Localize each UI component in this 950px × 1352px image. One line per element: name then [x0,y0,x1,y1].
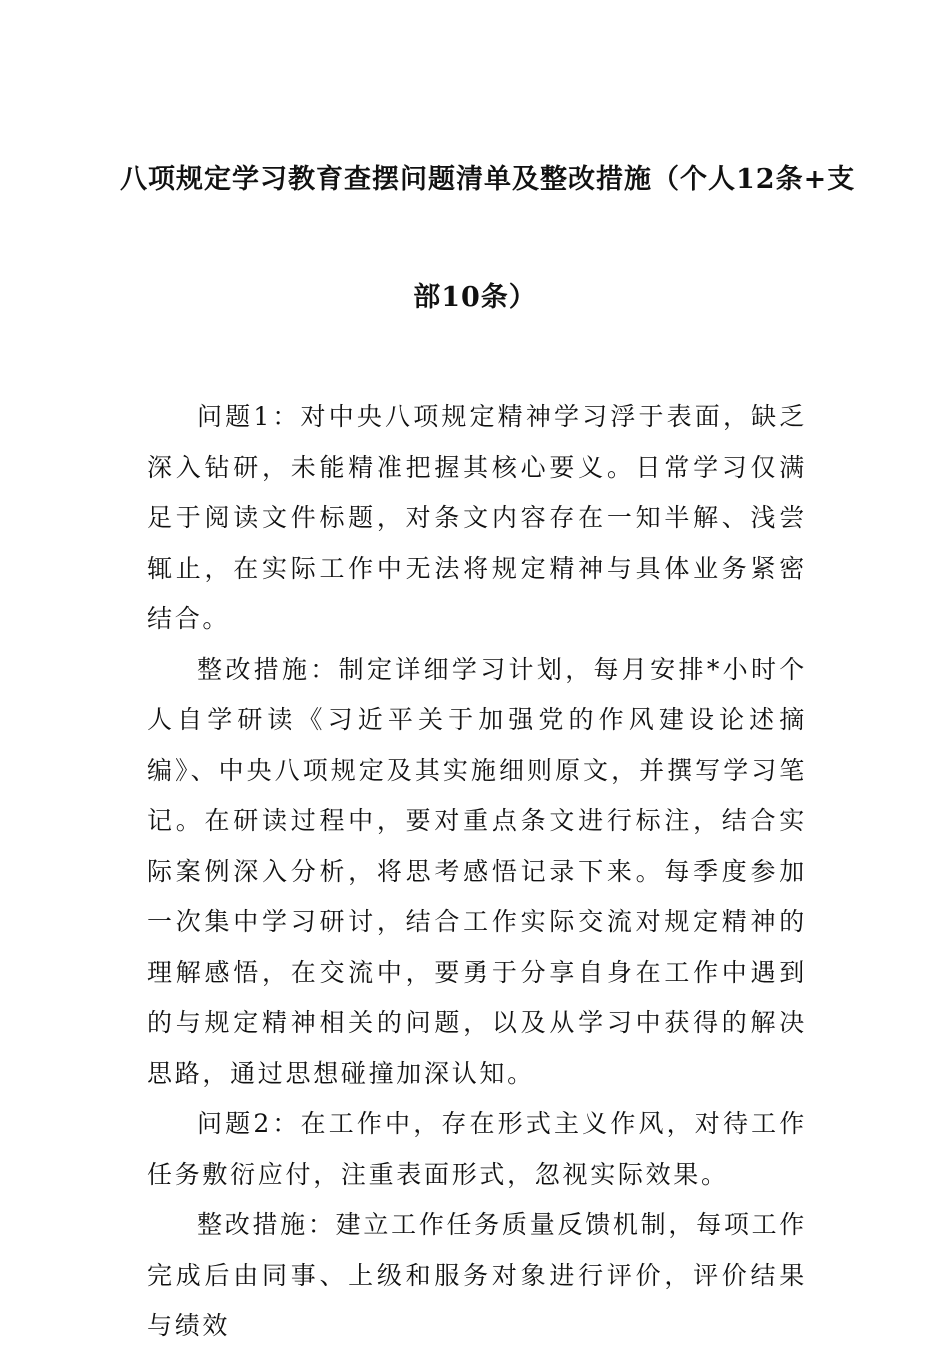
document-title-line-2: 部10条） [413,282,537,313]
paragraph-measure-2: 整改措施：建立工作任务质量反馈机制，每项工作完成后由同事、上级和服务对象进行评价，评价结果与绩效 [147,1210,807,1340]
document-title-line-1: 八项规定学习教育查摆问题清单及整改措施（个人12条+支 [120,164,856,195]
paragraph-issue-2: 问题2：在工作中，存在形式主义作风，对待工作任务敷衍应付，注重表面形式，忽视实际效果。 [147,1109,807,1189]
paragraph-measure-1: 整改措施：制定详细学习计划，每月安排*小时个人自学研读《习近平关于加强党的作风建设论述摘编》、中央八项规定及其实施细则原文，并撰写学习笔记。在研读过程中，要对重点条文进行标注，结合实际案例深入分析，将思考感悟记录下来。每季度参加一次集中学习研讨，结合工作实际交流对规定精神的理解感悟，在交流中，要勇于分享自身在工作中遇到的与规定精神相关的问题，以及从学习中获得的解决思路，通过思想碰撞加深认知。 [147,654,807,1088]
paragraph-issue-1: 问题1：对中央八项规定精神学习浮于表面，缺乏深入钻研，未能精准把握其核心要义。日常学习仅满足于阅读文件标题，对条文内容存在一知半解、浅尝辄止，在实际工作中无法将规定精神与具体业务紧密结合。 [147,402,807,633]
document-body [147,392,807,1352]
